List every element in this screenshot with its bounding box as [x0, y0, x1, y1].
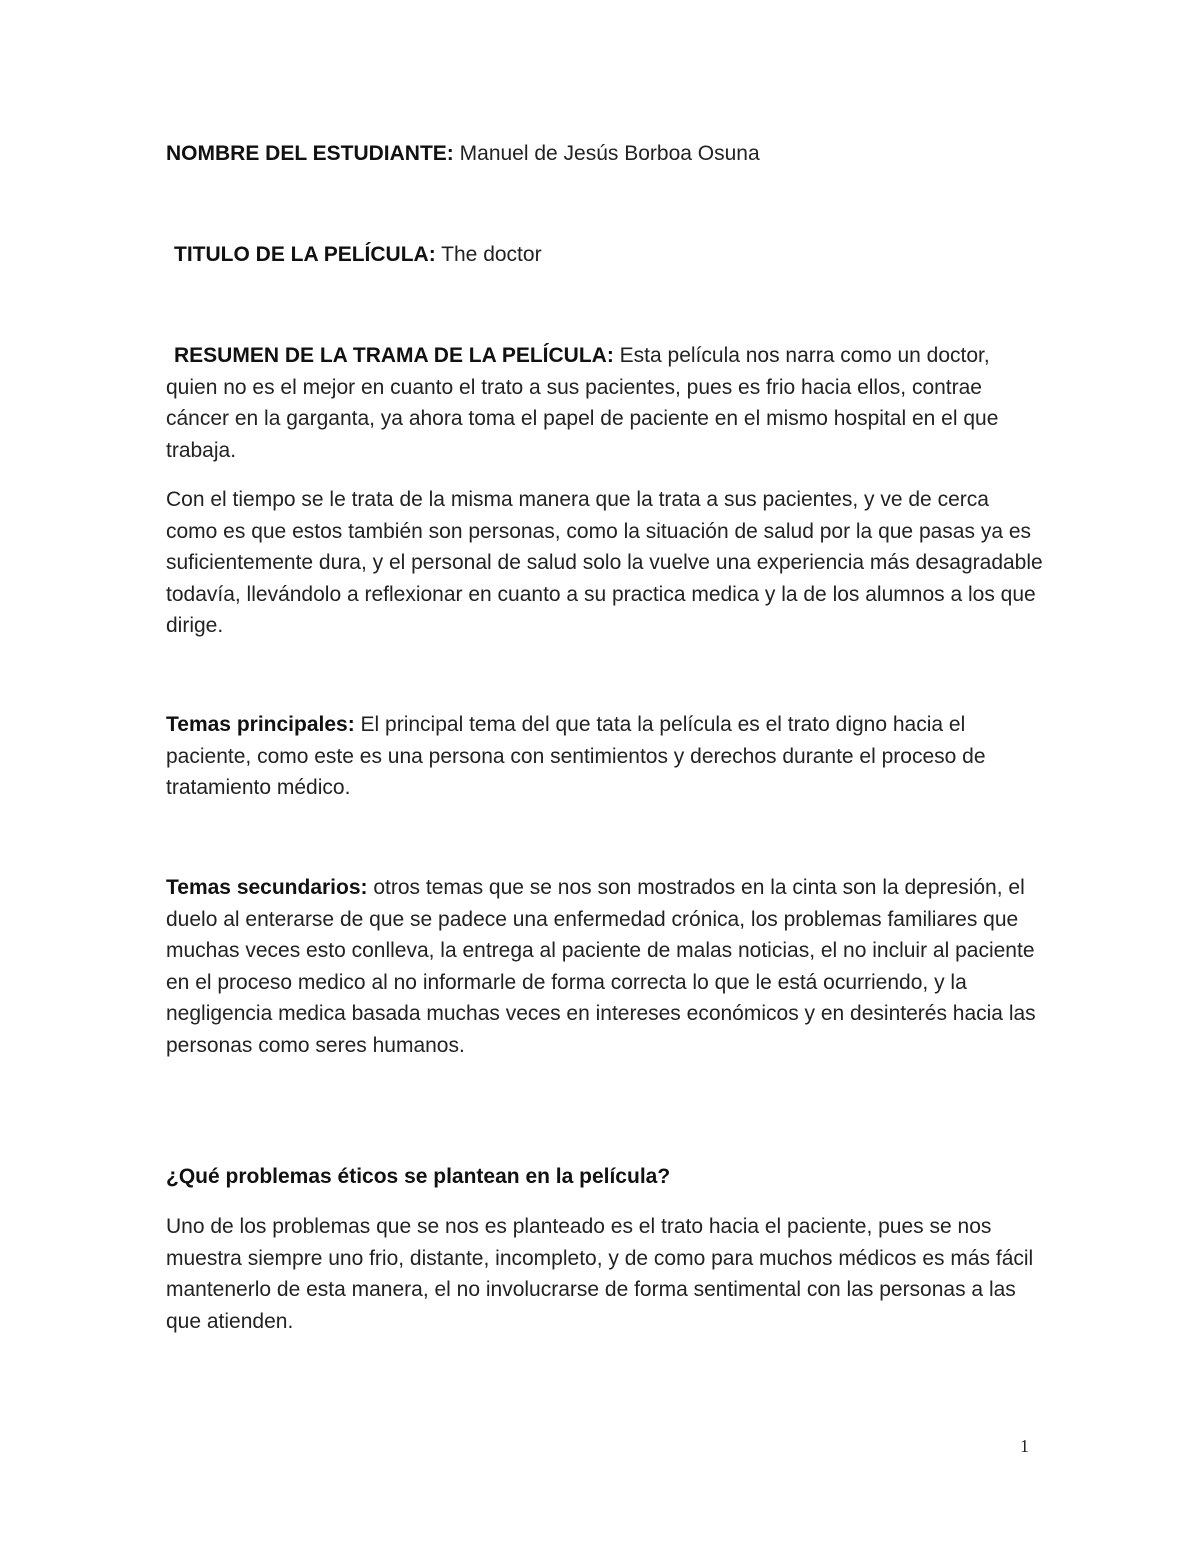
plot-summary-text: Esta película nos narra como un doctor, quien no es el mejor en cuanto el trato a sus pacientes, pues es frio hacia ellos, contrae cáncer en la garganta, ya ahora toma el papel de paciente en el mismo hospital en el que trabaja.: [166, 344, 999, 462]
plot-summary-label: RESUMEN DE LA TRAMA DE LA PELÍCULA:: [174, 344, 614, 367]
student-name-value: Manuel de Jesús Borboa Osuna: [459, 142, 760, 165]
movie-title-value: The doctor: [441, 243, 542, 266]
movie-title-line: [174, 239, 1054, 271]
student-name-line: [166, 138, 1046, 170]
main-themes-paragraph: [166, 709, 1046, 804]
student-name-label: NOMBRE DEL ESTUDIANTE:: [166, 142, 454, 165]
plot-summary-continued: Con el tiempo se le trata de la misma manera que la trata a sus pacientes, y ve de cerca como es que estos también son personas, como la situación de salud por la que pasas ya es suficientemente dura, y el personal de salud solo la vuelve una experiencia más desagradable todavía, llevándolo a reflexionar en cuanto a su practica medica y la de los alumnos a los que dirige.: [166, 488, 1043, 637]
secondary-themes-paragraph: [166, 872, 1046, 1061]
movie-title-label: TITULO DE LA PELÍCULA:: [174, 243, 436, 266]
ethics-question-heading: [166, 1161, 1046, 1193]
main-themes-text: El principal tema del que tata la película es el trato digno hacia el paciente, como este es una persona con sentimientos y derechos durante el proceso de tratamiento médico.: [166, 713, 986, 799]
page-number: 1: [1020, 1436, 1029, 1456]
main-themes-label: Temas principales:: [166, 713, 355, 736]
plot-summary-paragraph: [166, 340, 1046, 466]
secondary-themes-text: otros temas que se nos son mostrados en la cinta son la depresión, el duelo al enterarse de que se padece una enfermedad crónica, los problemas familiares que muchas veces esto conlleva, la entrega al paciente de malas noticias, el no incluir al paciente en el proceso medico al no informarle de forma correcta lo que le está ocurriendo, y la negligencia medica basada muchas veces en intereses económicos y en desinterés hacia las personas como seres humanos.: [166, 876, 1036, 1057]
secondary-themes-label: Temas secundarios:: [166, 876, 368, 899]
ethics-question-text: ¿Qué problemas éticos se plantean en la película?: [166, 1165, 671, 1188]
ethics-answer-paragraph: Uno de los problemas que se nos es planteado es el trato hacia el paciente, pues se nos muestra siempre uno frio, distante, incompleto, y de como para muchos médicos es más fácil mantenerlo de esta manera, el no involucrarse de forma sentimental con las personas a las que atienden.: [166, 1215, 1034, 1333]
